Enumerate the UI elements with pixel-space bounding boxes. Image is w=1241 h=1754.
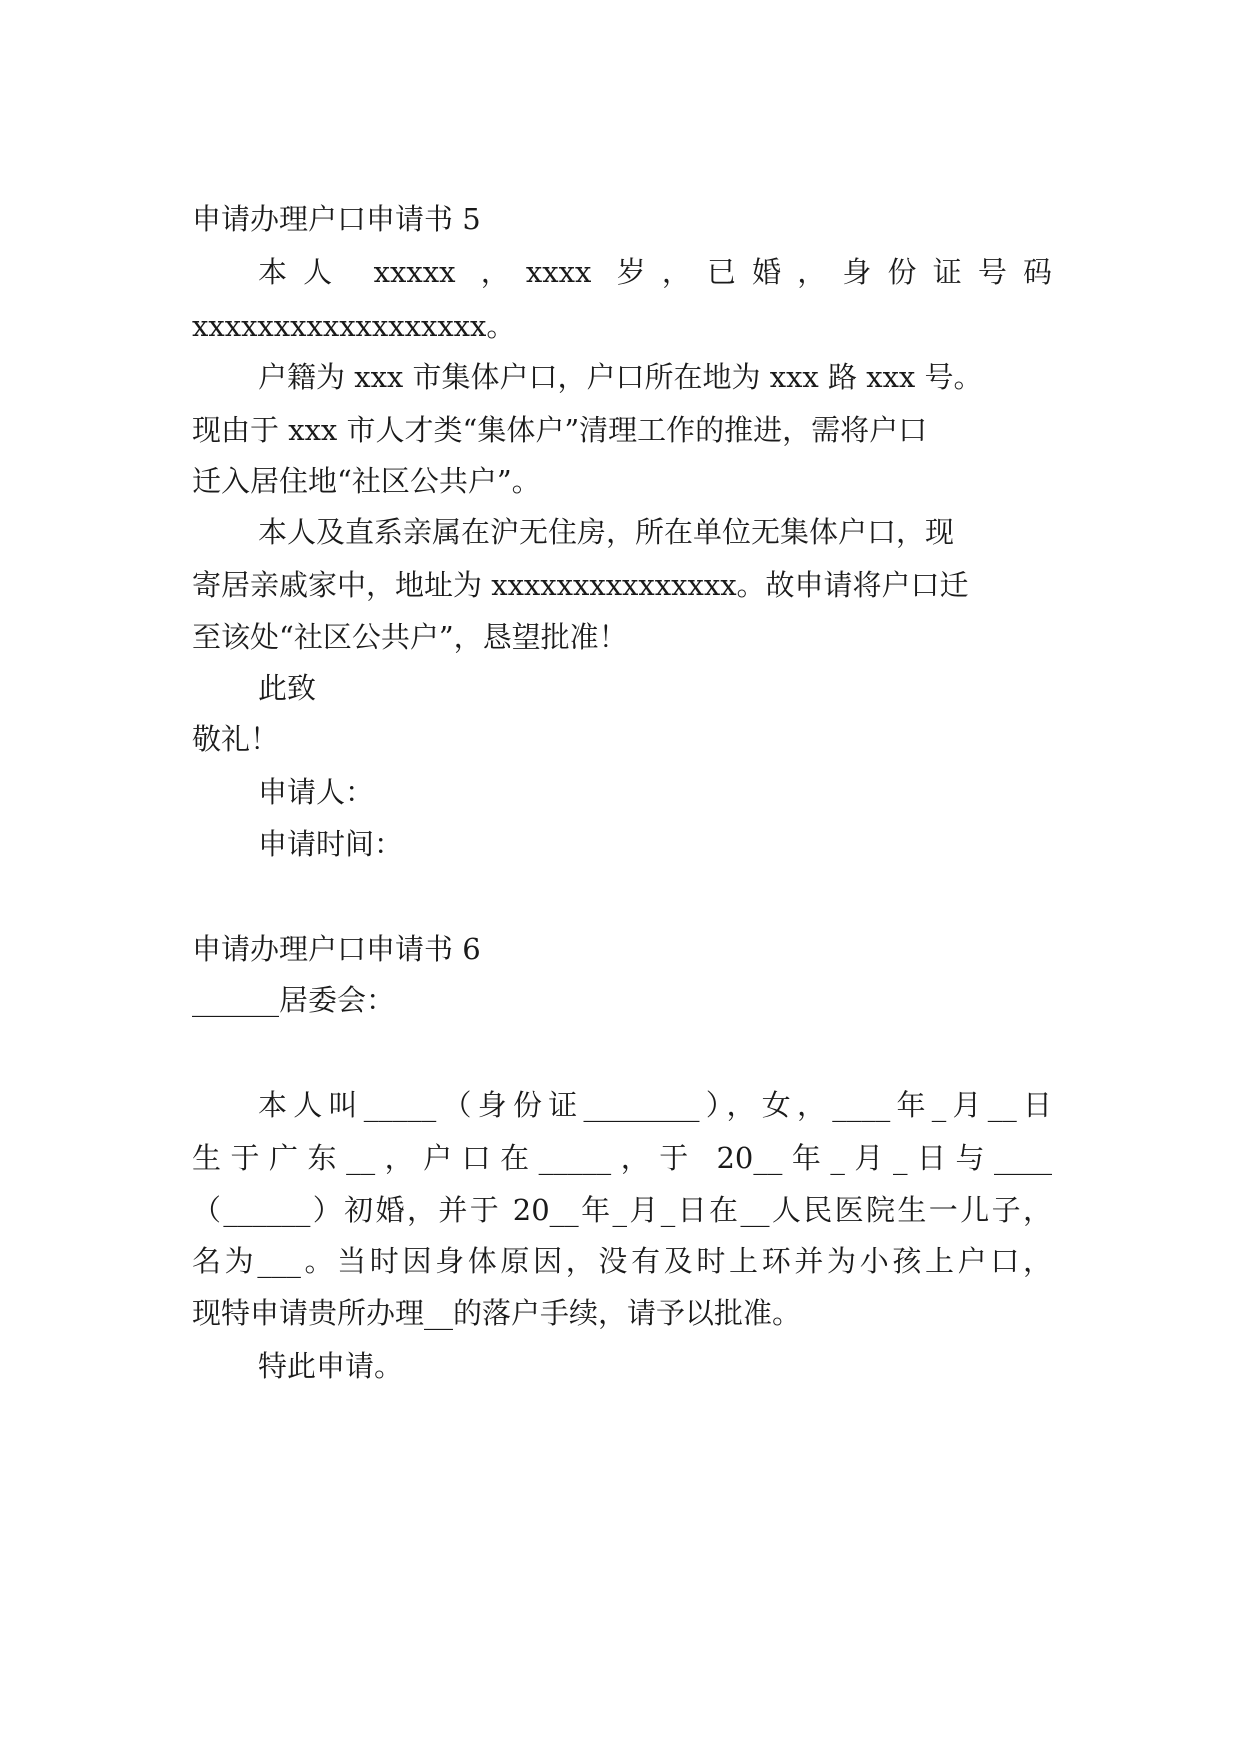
section5-paragraph1-line2: xxxxxxxxxxxxxxxxxx。 (192, 309, 516, 343)
section6-paragraph-line3: （______）初婚，并于 20__年_月_日在__人民医院生一儿子， (192, 1193, 1052, 1227)
section6-paragraph-line2: 生于广东__，户口在_____，于 20__年_月_日与____ (192, 1141, 1052, 1175)
section5-paragraph2-line3: 迁入居住地“社区公共户”。 (192, 464, 541, 498)
section5-paragraph2-line2: 现由于 xxx 市人才类“集体户”清理工作的推进，需将户口 (192, 413, 928, 447)
section6-paragraph-line1: 本人叫_____（身份证________），女，____年_月__日 (258, 1088, 1052, 1122)
section5-salute: 敬礼！ (192, 722, 280, 756)
section5-paragraph2-line1: 户籍为 xxx 市集体户口，户口所在地为 xxx 路 xxx 号。 (258, 360, 983, 394)
section5-paragraph3-line2: 寄居亲戚家中，地址为 xxxxxxxxxxxxxxx。故申请将户口迁 (192, 568, 969, 602)
section6-closing: 特此申请。 (258, 1349, 404, 1383)
section5-paragraph1-line1: 本人 xxxxx ，xxxx 岁，已婚，身份证号码 (258, 255, 1052, 289)
section6-paragraph-line5: 现特申请贵所办理__的落户手续，请予以批准。 (192, 1296, 802, 1330)
section6-paragraph-line4: 名为___。当时因身体原因，没有及时上环并为小孩上户口， (192, 1244, 1052, 1278)
section5-applicant-label: 申请人： (258, 775, 375, 809)
section5-apply-time-label: 申请时间： (258, 827, 404, 861)
section5-title: 申请办理户口申请书 5 (192, 202, 481, 236)
section5-greeting: 此致 (258, 671, 317, 705)
section5-paragraph3-line3: 至该处“社区公共户”，恳望批准！ (192, 620, 628, 654)
section5-paragraph3-line1: 本人及直系亲属在沪无住房，所在单位无集体户口，现 (258, 515, 955, 549)
section6-title: 申请办理户口申请书 6 (192, 932, 481, 966)
section6-addressee: ______居委会： (192, 983, 396, 1017)
